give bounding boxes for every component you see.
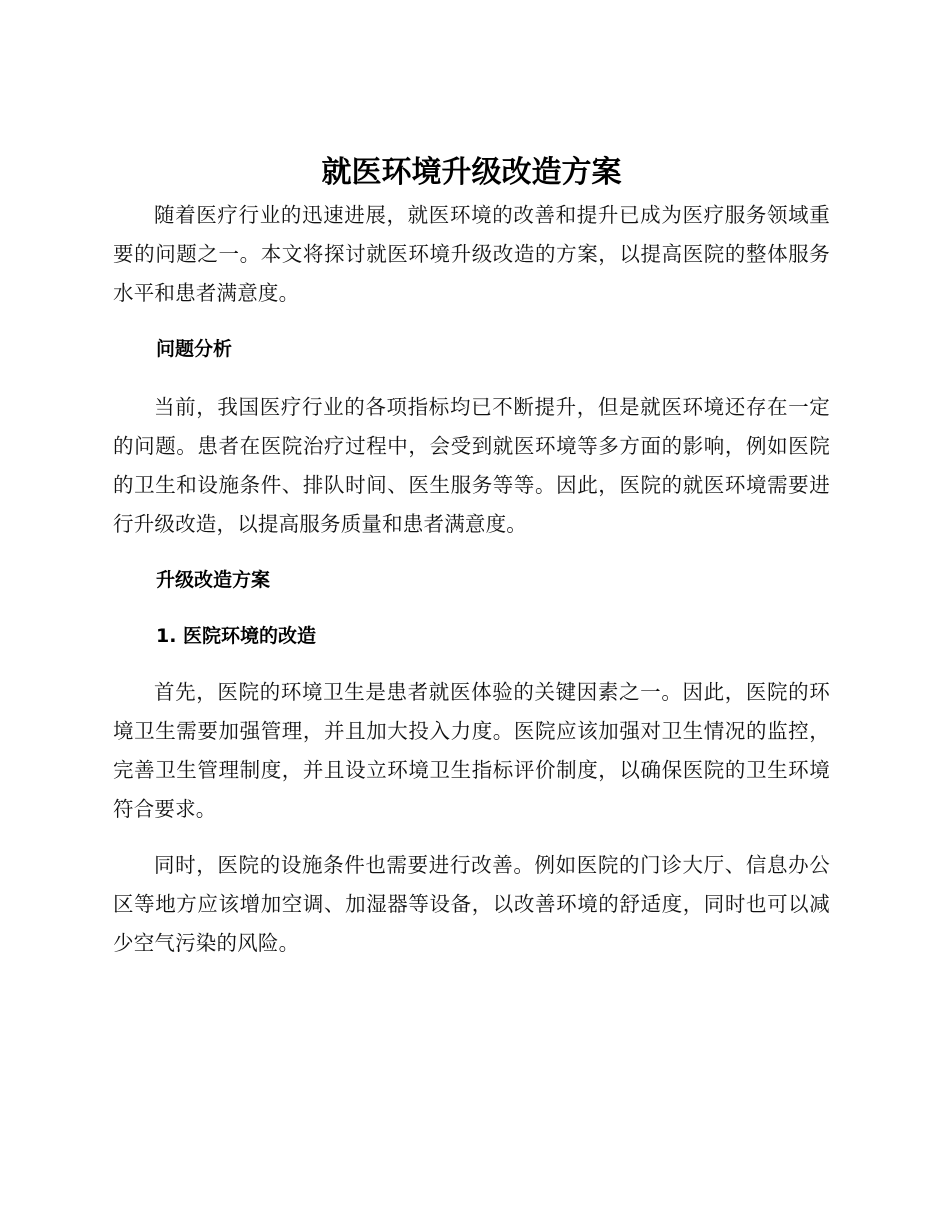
intro-paragraph: 随着医疗行业的迅速进展，就医环境的改善和提升已成为医疗服务领域重要的问题之一。本文将探讨就医环境升级改造的方案，以提高医院的整体服务水平和患者满意度。 (113, 203, 830, 305)
hospital-environment-paragraph-1: 首先，医院的环境卫生是患者就医体验的关键因素之一。因此，医院的环境卫生需要加强管理，并且加大投入力度。医院应该加强对卫生情况的监控，完善卫生管理制度，并且设立环境卫生指标评价制度，以确保医院的卫生环境符合要求。 (113, 680, 830, 821)
spacer (113, 313, 830, 330)
subsection-heading-hospital-environment: 1. 医院环境的改造 (156, 625, 317, 647)
spacer (113, 369, 830, 388)
section-heading-problem-analysis: 问题分析 (156, 338, 233, 360)
section-heading-upgrade-plan: 升级改造方案 (156, 569, 271, 591)
document-title: 就医环境升级改造方案 (321, 155, 622, 190)
problem-analysis-paragraph: 当前，我国医疗行业的各项指标均已不断提升，但是就医环境还存在一定的问题。患者在医院治疗过程中，会受到就医环境等多方面的影响，例如医院的卫生和设施条件、排队时间、医生服务等等。因此，医院的就医环境需要进行升级改造，以提高服务质量和患者满意度。 (113, 395, 830, 536)
spacer (113, 829, 830, 846)
hospital-environment-paragraph-2: 同时，医院的设施条件也需要进行改善。例如医院的门诊大厅、信息办公区等地方应该增加空调、加湿器等设备，以改善环境的舒适度，同时也可以减少空气污染的风险。 (113, 853, 830, 955)
document-page (113, 150, 830, 963)
spacer (113, 544, 830, 561)
spacer (113, 656, 830, 673)
spacer (113, 600, 830, 617)
